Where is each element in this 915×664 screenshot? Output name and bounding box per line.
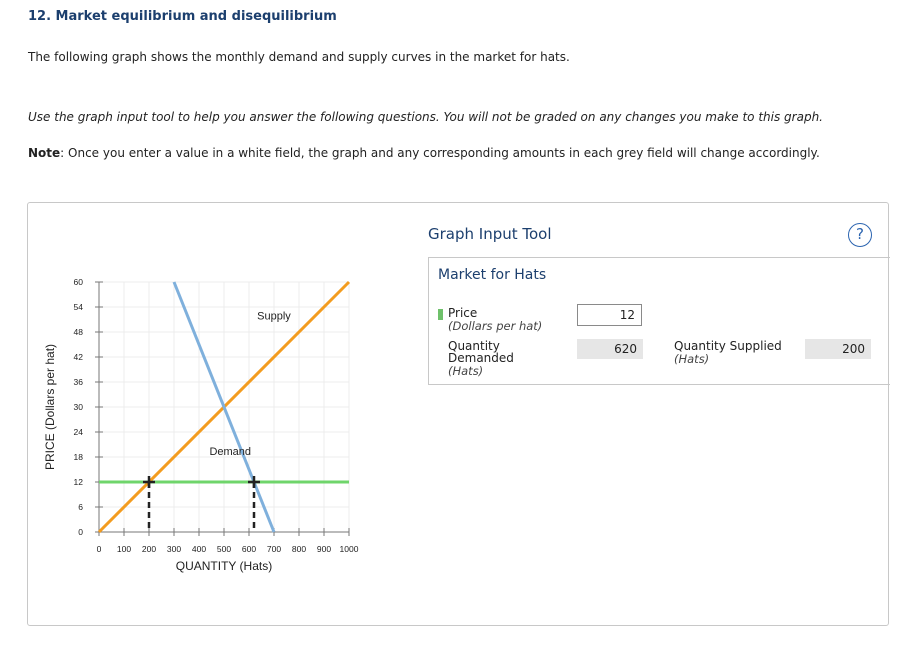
supply-demand-chart[interactable] (28, 203, 408, 627)
demand-label: Demand (209, 445, 252, 458)
y-tick-label: 48 (73, 327, 83, 337)
supply-label: Supply (257, 310, 291, 323)
note-body: : Once you enter a value in a white field, the graph and any corresponding amounts in each grey field will change accordingly. (60, 146, 820, 160)
price-label: Price (448, 306, 478, 320)
question-title: 12. Market equilibrium and disequilibrium (28, 9, 337, 24)
y-tick-label: 6 (78, 502, 83, 512)
x-tick-label: 100 (116, 544, 132, 554)
quantity-demanded-label-line2: Demanded (448, 351, 514, 365)
x-tick-label: 800 (291, 544, 307, 554)
x-tick-label: 0 (96, 544, 102, 554)
note-label: Note (28, 146, 61, 160)
quantity-supplied-label: Quantity Supplied (674, 339, 782, 353)
y-tick-label: 24 (73, 427, 83, 437)
x-tick-label: 300 (166, 544, 182, 554)
y-tick-label: 42 (73, 352, 83, 362)
marks (143, 311, 291, 533)
quantity-supplied-unit: (Hats) (674, 352, 710, 366)
x-tick-label: 200 (141, 544, 157, 554)
x-tick-label: 700 (266, 544, 282, 554)
y-tick-label: 54 (73, 302, 83, 312)
price-line-swatch-icon (438, 309, 443, 320)
x-tick-label: 1000 (339, 544, 359, 554)
question-intro: The following graph shows the monthly demand and supply curves in the market for hats. (28, 50, 570, 64)
quantity-supplied-value: 200 (805, 339, 871, 359)
x-tick-label: 400 (191, 544, 207, 554)
quantity-demanded-unit: (Hats) (448, 364, 484, 378)
x-tick-label: 900 (316, 544, 332, 554)
note-text (28, 146, 820, 160)
graph-instruction: Use the graph input tool to help you answer the following questions. You will not be graded on any changes you make to this graph. (28, 110, 823, 124)
graph-panel (27, 202, 889, 626)
y-tick-label: 30 (73, 402, 83, 412)
y-axis-label: PRICE (Dollars per hat) (43, 343, 57, 471)
y-tick-label: 60 (73, 277, 83, 287)
quantity-demanded-value: 620 (577, 339, 643, 359)
price-unit: (Dollars per hat) (448, 319, 543, 333)
price-input[interactable] (577, 304, 642, 326)
quantity-demanded-label-line1: Quantity (448, 339, 500, 353)
x-tick-label: 600 (241, 544, 257, 554)
y-tick-label: 12 (73, 477, 83, 487)
x-tick-label: 500 (216, 544, 232, 554)
y-tick-label: 18 (73, 452, 83, 462)
y-tick-label: 0 (78, 527, 83, 537)
y-tick-label: 36 (73, 377, 83, 387)
graph-input-tool-title: Graph Input Tool (428, 225, 552, 243)
help-icon[interactable]: ? (848, 223, 872, 247)
market-input-box (428, 257, 890, 385)
x-axis-label: QUANTITY (Hats) (175, 559, 273, 573)
market-title: Market for Hats (438, 267, 547, 283)
